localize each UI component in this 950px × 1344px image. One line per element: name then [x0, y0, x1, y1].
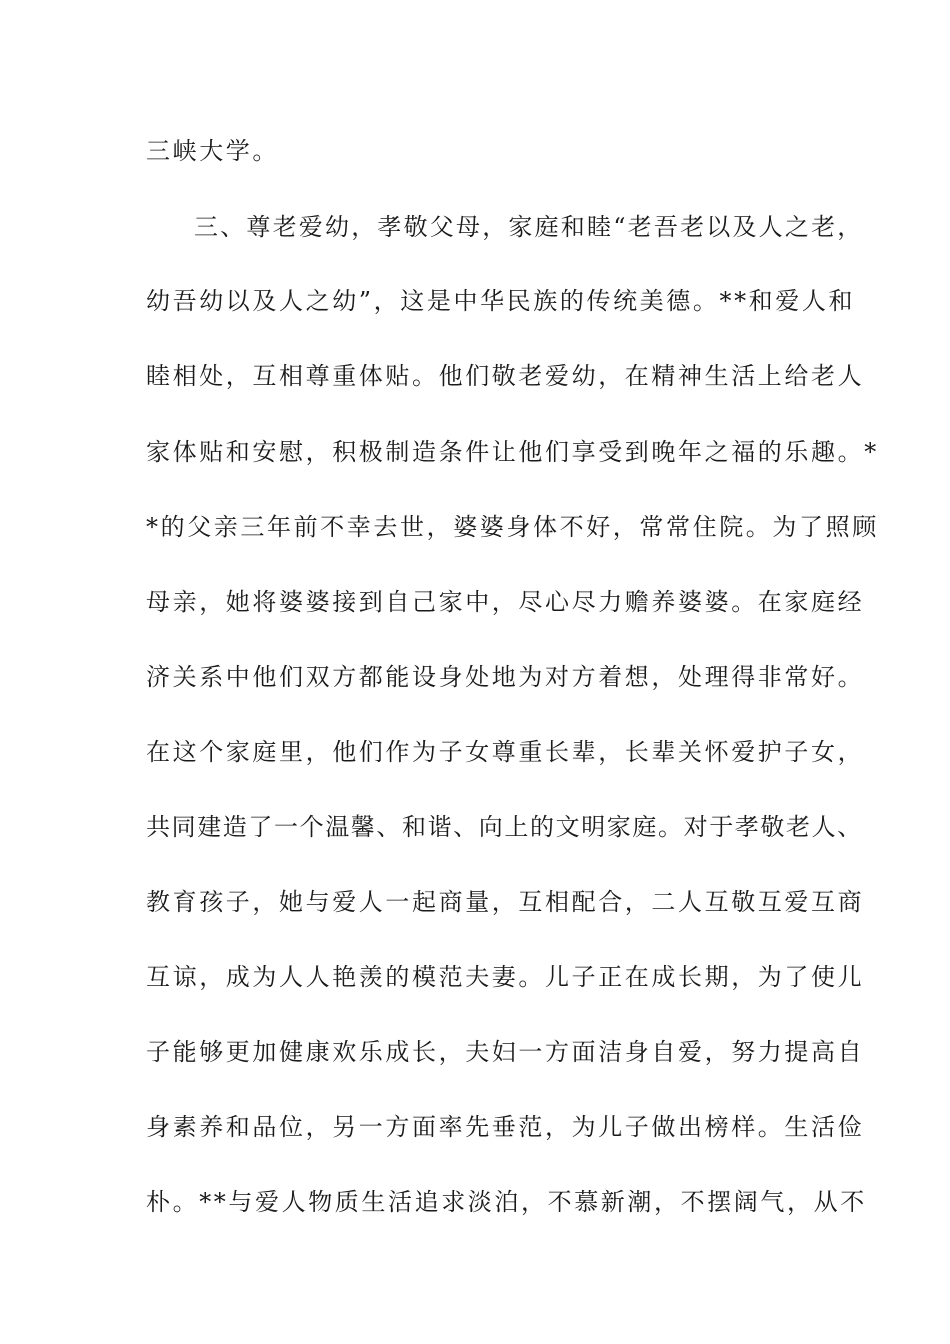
text-line: 幼吾幼以及人之幼”，这是中华民族的传统美德。**和爱人和 — [146, 287, 856, 315]
text-line: *的父亲三年前不幸去世，婆婆身体不好，常常住院。为了照顾 — [146, 513, 879, 541]
text-line: 三峡大学。 — [146, 137, 279, 165]
text-line: 子能够更加健康欢乐成长，夫妇一方面洁身自爱，努力提高自 — [146, 1038, 865, 1066]
section-heading-line: 三、尊老爱幼，孝敬父母，家庭和睦“老吾老以及人之老， — [194, 213, 864, 241]
text-line: 身素养和品位，另一方面率先垂范，为儿子做出榜样。生活俭 — [146, 1113, 865, 1141]
text-line: 互谅，成为人人艳羡的模范夫妻。儿子正在成长期，为了使儿 — [146, 963, 865, 991]
text-line: 朴。**与爱人物质生活追求淡泊，不慕新潮，不摆阔气，从不 — [146, 1188, 867, 1216]
text-line: 家体贴和安慰，积极制造条件让他们享受到晚年之福的乐趣。* — [146, 438, 879, 466]
text-line: 在这个家庭里，他们作为子女尊重长辈，长辈关怀爱护子女， — [146, 738, 865, 766]
text-line: 共同建造了一个温馨、和谐、向上的文明家庭。对于孝敬老人、 — [146, 813, 863, 841]
text-line: 母亲，她将婆婆接到自己家中，尽心尽力赡养婆婆。在家庭经 — [146, 588, 865, 616]
text-line: 睦相处，互相尊重体贴。他们敬老爱幼，在精神生活上给老人 — [146, 362, 865, 390]
text-line: 济关系中他们双方都能设身处地为对方着想，处理得非常好。 — [146, 663, 865, 691]
text-line: 教育孩子，她与爱人一起商量，互相配合，二人互敬互爱互商 — [146, 888, 865, 916]
